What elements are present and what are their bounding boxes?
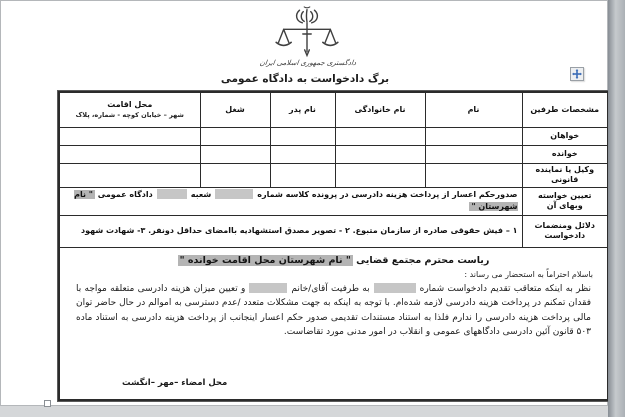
table-move-handle[interactable] [570, 67, 584, 81]
claim-text-before-case-no: صدورحکم اعسار از پرداخت هزینه دادرسی در پرونده کلاسه شماره [257, 189, 518, 199]
row-label-plaintiff: خواهان [522, 127, 608, 145]
table-row-attorney [59, 163, 608, 187]
petition-table [58, 91, 609, 401]
attorney-occupation-cell[interactable] [200, 163, 270, 187]
attorney-name-cell[interactable] [425, 163, 522, 187]
judiciary-scales-emblem-icon [272, 6, 342, 62]
emblem-caption: دادگستری جمهوری اسلامی ایران [259, 59, 357, 67]
claim-text-court: دادگاه عمومی [97, 189, 153, 199]
branch-number-blank-field[interactable] [157, 189, 187, 199]
table-header-row [59, 92, 608, 127]
plaintiff-father-cell[interactable] [270, 127, 335, 145]
plaintiff-residence-cell[interactable] [59, 127, 200, 145]
attorney-surname-cell[interactable] [335, 163, 425, 187]
case-number-blank-field[interactable] [215, 189, 253, 199]
petition-paragraph [76, 282, 591, 340]
page-title: برگ دادخواست به دادگاه عمومی [220, 73, 390, 85]
paragraph-rest: و تعیین میزان هزینه دادرسی متعلقه مواجه با فقدان تمکنم در پرداخت هزینه دادرسی لازمه شده‌ام. با توجه به اینکه به جهت مشکلات متعدد /عدم دسترسی به اموالم در حال حاضر توان مالی پرداخت هزینه دادرسی را ندارم فلذا به استناد مستندات تقدیمی صدور حکم اعسار اینجانب از پرداخت هزینه دادرسی به استناد ماده ۵۰۳ قانون آئین دادرسی دادگاههای عمومی و انقلاب در امور مدنی مورد تقاضاست. [76, 283, 591, 337]
header-parties: مشخصات طرفین [522, 92, 608, 127]
petition-number-blank-field[interactable] [374, 283, 416, 293]
row-label-attorney: وکیل یا نماینده قانونی [522, 163, 608, 187]
body-heading-city-placeholder: " نام شهرستان محل اقامت خوانده " [179, 254, 351, 266]
defendant-occupation-cell[interactable] [200, 145, 270, 163]
plaintiff-surname-cell[interactable] [335, 127, 425, 145]
header-occupation: شغل [200, 92, 270, 127]
table-row-attachments [59, 215, 608, 247]
table-row-body [59, 247, 608, 400]
claim-text-cell [59, 187, 522, 215]
row-label-claim: تعیین خواسته وبهای آن [522, 187, 608, 215]
defendant-father-cell[interactable] [270, 145, 335, 163]
header-residence-sublabel: شهر – خیابان کوچه - شماره، پلاک [75, 111, 184, 120]
header-father-name: نام پدر [270, 92, 335, 127]
page-edge-strip [608, 0, 625, 417]
move-cross-icon [572, 69, 582, 79]
header-residence [59, 92, 200, 127]
body-heading [74, 255, 593, 266]
plaintiff-occupation-cell[interactable] [200, 127, 270, 145]
attorney-father-cell[interactable] [270, 163, 335, 187]
attorney-residence-cell[interactable] [59, 163, 200, 187]
plaintiff-name-cell[interactable] [425, 127, 522, 145]
header-surname: نام خانوادگی [335, 92, 425, 127]
header-residence-label: محل اقامت [107, 100, 153, 110]
petition-body-cell [59, 247, 608, 400]
defendant-name-cell[interactable] [425, 145, 522, 163]
table-row-plaintiff [59, 127, 608, 145]
signature-line: محل امضاء –مهر –انگشت [122, 378, 228, 388]
paragraph-versus: به طرفیت آقای/خانم [291, 283, 370, 294]
table-row-claim [59, 187, 608, 215]
row-label-defendant: خوانده [522, 145, 608, 163]
defendant-surname-cell[interactable] [335, 145, 425, 163]
table-row-defendant [59, 145, 608, 163]
defendant-residence-cell[interactable] [59, 145, 200, 163]
salutation: باسلام احتراماً به استحضار می رساند : [464, 269, 593, 279]
opponent-name-blank-field[interactable] [249, 283, 287, 293]
claim-text-branch: شعبه [190, 189, 212, 199]
header-name: نام [425, 92, 522, 127]
paragraph-before-number: نظر به اینکه متعاقب تقدیم دادخواست شماره [419, 283, 592, 294]
attachments-text-cell: ۱ – فیش حقوقی صادره از سازمان متبوع. ۲ - تصویر مصدق استشهادیه باامضای حداقل دونفر. ۳- شهادت شهود [59, 215, 522, 247]
body-heading-text: ریاست محترم مجتمع قضایی [356, 254, 490, 266]
row-label-attachments: دلائل ومنضمات دادخواست [522, 215, 608, 247]
court-city-placeholder: " نام شهرستان " [74, 189, 518, 211]
table-corner-handle[interactable] [44, 400, 51, 407]
